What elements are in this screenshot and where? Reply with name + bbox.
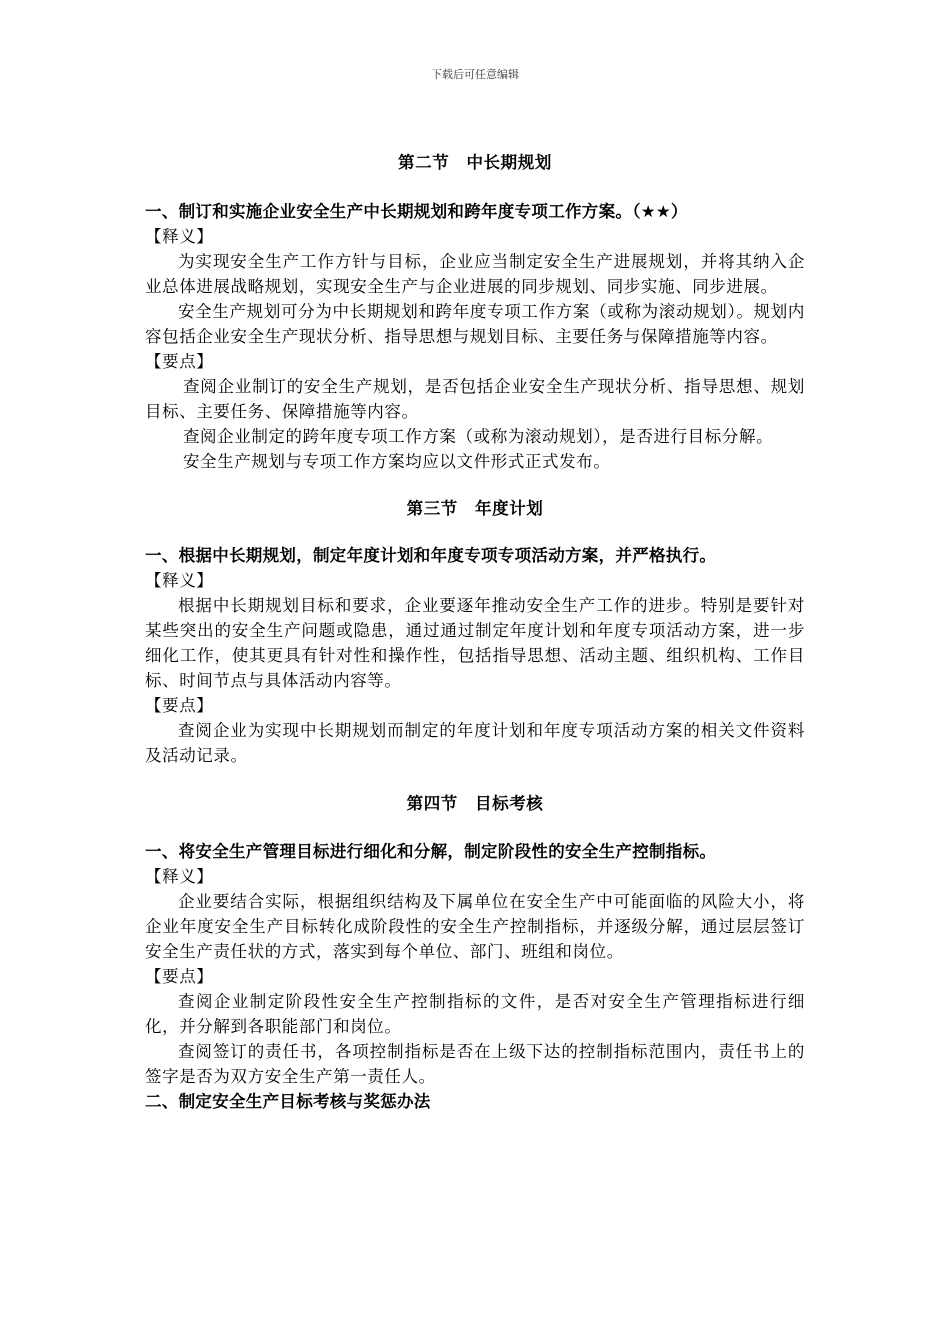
yaodian-label: 【要点】 bbox=[145, 352, 214, 371]
document-body bbox=[145, 150, 805, 1114]
item-title: 二、制定安全生产目标考核与奖惩办法 bbox=[145, 1092, 431, 1111]
shiyi-label: 【释义】 bbox=[145, 571, 214, 590]
paragraph: 查阅签订的责任书，各项控制指标是否在上级下达的控制指标范围内，责任书上的签字是否为双方安全生产第一责任人。 bbox=[145, 1042, 805, 1086]
section-title: 第四节 目标考核 bbox=[406, 794, 544, 813]
page-header: 下载后可任意编辑 bbox=[431, 68, 519, 81]
paragraph: 企业要结合实际，根据组织结构及下属单位在安全生产中可能面临的风险大小，将企业年度安全生产目标转化成阶段性的安全生产控制指标，并逐级分解，通过层层签订安全生产责任状的方式，落实到每个单位、部门、班组和岗位。 bbox=[145, 892, 805, 961]
paragraph: 查阅企业制订的安全生产规划，是否包括企业安全生产现状分析、指导思想、规划目标、主要任务、保障措施等内容。 bbox=[145, 377, 805, 421]
item-title: 一、制订和实施企业安全生产中长期规划和跨年度专项工作方案。（★★） bbox=[145, 202, 688, 221]
item-title: 一、根据中长期规划，制定年度计划和年度专项专项活动方案，并严格执行。 bbox=[145, 546, 717, 565]
shiyi-label: 【释义】 bbox=[145, 227, 214, 246]
paragraph: 为实现安全生产工作方针与目标，企业应当制定安全生产进展规划，并将其纳入企业总体进展战略规划，实现安全生产与企业进展的同步规划、同步实施、同步进展。 bbox=[145, 252, 805, 296]
item-title: 一、将安全生产管理目标进行细化和分解，制定阶段性的安全生产控制指标。 bbox=[145, 842, 717, 861]
yaodian-label: 【要点】 bbox=[145, 696, 214, 715]
paragraph: 安全生产规划与专项工作方案均应以文件形式正式发布。 bbox=[182, 452, 611, 471]
paragraph: 查阅企业制定的跨年度专项工作方案（或称为滚动规划），是否进行目标分解。 bbox=[182, 427, 774, 446]
yaodian-label: 【要点】 bbox=[145, 967, 214, 986]
paragraph: 查阅企业为实现中长期规划而制定的年度计划和年度专项活动方案的相关文件资料及活动记录。 bbox=[145, 721, 805, 765]
paragraph: 根据中长期规划目标和要求，企业要逐年推动安全生产工作的进步。特别是要针对某些突出的安全生产问题或隐患，通过通过制定年度计划和年度专项活动方案，进一步细化工作，使其更具有针对性和操作性，包括指导思想、活动主题、组织机构、工作目标、时间节点与具体活动内容等。 bbox=[145, 596, 805, 690]
section-title: 第三节 年度计划 bbox=[406, 499, 544, 518]
paragraph: 安全生产规划可分为中长期规划和跨年度专项工作方案（或称为滚动规划）。规划内容包括企业安全生产现状分析、指导思想与规划目标、主要任务与保障措施等内容。 bbox=[145, 302, 805, 346]
section-title: 第二节 中长期规划 bbox=[398, 153, 552, 172]
paragraph: 查阅企业制定阶段性安全生产控制指标的文件，是否对安全生产管理指标进行细化，并分解到各职能部门和岗位。 bbox=[145, 992, 805, 1036]
shiyi-label: 【释义】 bbox=[145, 867, 214, 886]
